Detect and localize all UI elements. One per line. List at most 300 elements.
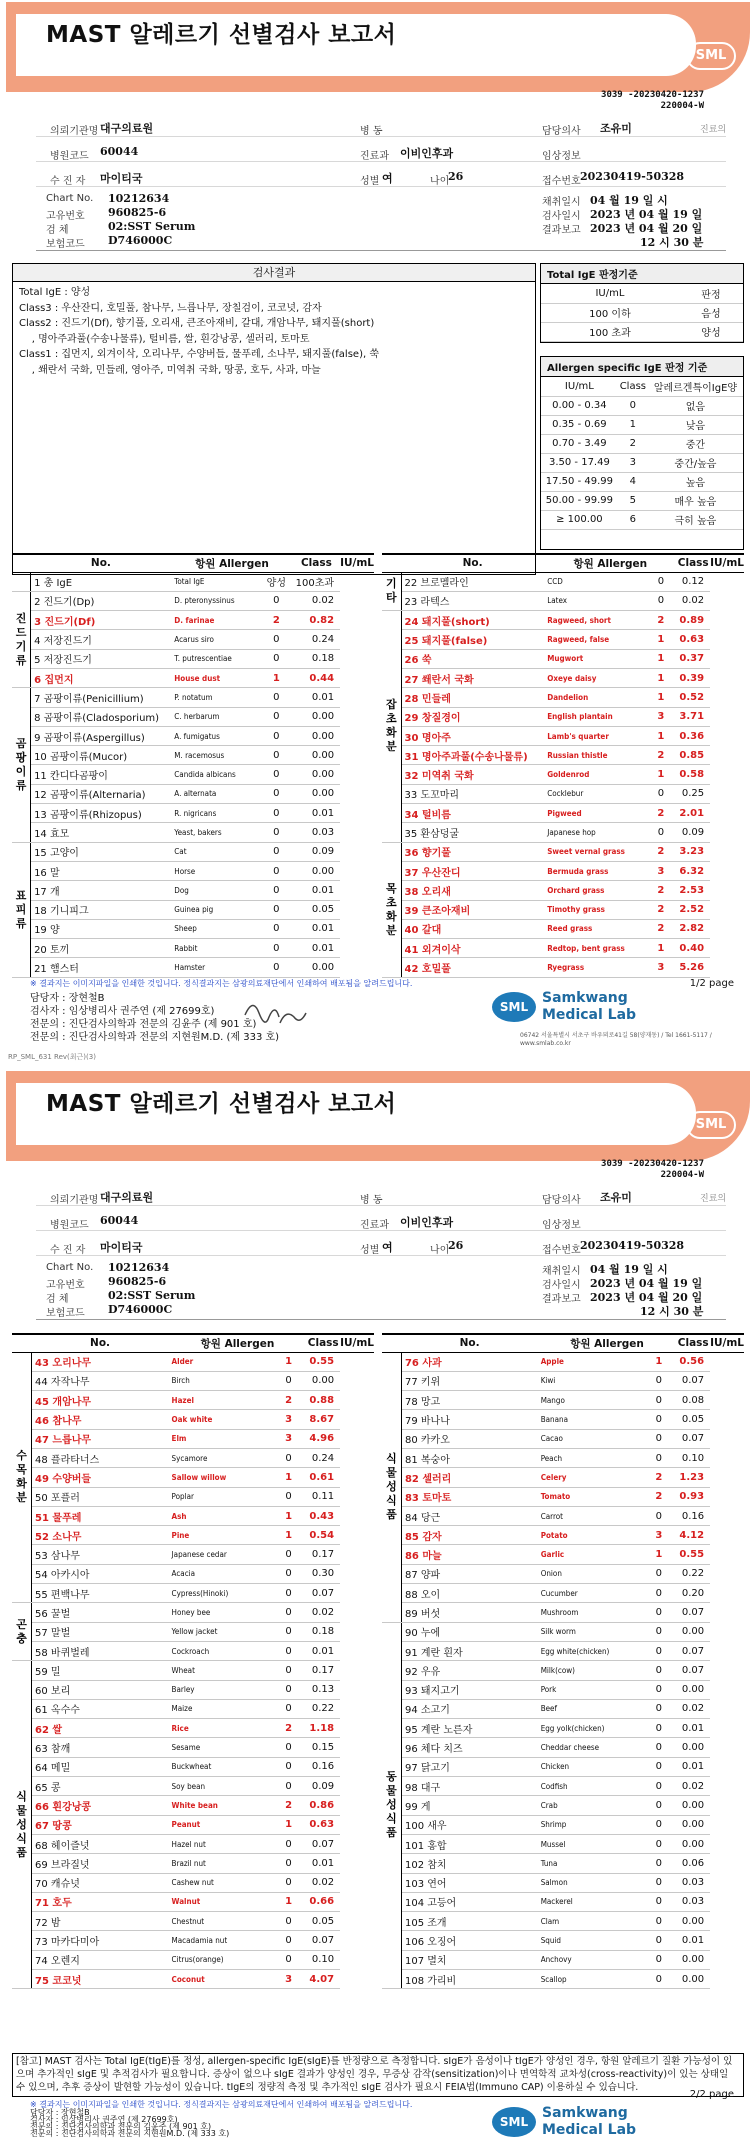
allergen-row [382,939,744,958]
allergen-name: 25 돼지풀(false) [401,630,544,649]
allergen-class: 0 [271,1641,307,1660]
allergen-english: Cypress(Hinoki) [169,1584,271,1603]
allergen-iu: 0.07 [306,1584,340,1603]
allergen-class: 0 [641,1429,676,1448]
allergen-iu: 0.12 [676,572,710,591]
allergen-name: 98 대구 [401,1777,537,1796]
category-label: 동 물 성 식 품 [382,1622,401,1989]
allergen-row [12,900,374,919]
allergen-iu: 0.63 [676,630,710,649]
allergen-name: 29 창질경이 [401,707,544,726]
allergen-row [382,958,744,977]
info-label: 병원코드 [50,1220,89,1231]
allergen-english: Salmon [538,1873,642,1892]
allergen-row [12,1796,374,1815]
allergen-row [382,1815,744,1834]
specific-ige-cell: 17.50 - 49.99 [541,472,618,491]
allergen-english: Mugwort [544,649,645,668]
allergen-english: Cashew nut [169,1873,271,1892]
allergen-iu: 0.01 [676,1719,710,1738]
allergen-name: 102 참치 [401,1854,537,1873]
allergen-name: 99 게 [401,1796,537,1815]
info-label: 검사일시 [542,211,581,222]
allergen-class: 0 [271,1487,307,1506]
allergen-name: 101 홍합 [401,1834,537,1853]
allergen-name: 32 미역취 국화 [401,765,544,784]
allergen-iu: 0.85 [676,746,710,765]
results-header: 검사결과 [13,264,535,282]
allergen-name: 20 토끼 [31,939,172,958]
allergen-class: 0 [641,1680,676,1699]
allergen-english: Mussel [538,1834,642,1853]
allergen-english: Elm [169,1429,271,1448]
specific-ige-cell: 2 [618,434,648,453]
allergen-row [382,1950,744,1969]
allergen-row [12,1526,374,1545]
allergen-iu: 2.82 [676,919,710,938]
allergen-class: 0 [641,1950,676,1969]
allergen-iu: 0.01 [293,804,340,823]
allergen-row [382,1854,744,1873]
report-header-band [6,2,750,92]
allergen-row [382,1584,744,1603]
allergen-class: 0 [641,1371,676,1390]
allergen-row [382,707,744,726]
allergen-name: 2 진드기(Dp) [31,591,172,610]
allergen-class: 0 [271,1931,307,1950]
allergen-name: 55 편백나무 [32,1584,169,1603]
allergen-iu: 0.03 [676,1873,710,1892]
info-label: 임상정보 [542,1220,581,1231]
allergen-iu: 0.86 [306,1796,340,1815]
allergen-row [12,591,374,610]
doctor-note: 진료의 [700,1194,727,1204]
allergen-iu: 0.03 [293,823,340,842]
allergen-row [12,1912,374,1931]
specific-ige-cell: 높음 [648,472,743,491]
allergen-class: 1 [271,1892,307,1911]
info-label: 담당의사 [542,1195,581,1206]
info-value: 2023 년 04 월 20 일 [590,1291,703,1304]
allergen-class: 0 [271,1699,307,1718]
allergen-iu: 0.43 [306,1506,340,1525]
allergen-english: Hazel nut [169,1834,271,1853]
allergen-class: 0 [645,823,676,842]
allergen-iu: 0.01 [293,919,340,938]
page-number: 2/2 page [689,2089,734,2100]
allergen-english: M. racemosus [171,746,260,765]
allergen-row [12,1931,374,1950]
allergen-row [12,668,374,687]
allergen-english: Milk(cow) [538,1661,642,1680]
info-label: 수 진 자 [50,176,86,187]
allergen-class: 0 [260,919,293,938]
allergen-english: Cocklebur [544,784,645,803]
info-label: 보험코드 [46,1308,85,1319]
specific-ige-row [541,453,743,472]
allergen-name: 37 우산잔디 [401,861,544,880]
specific-ige-cell: 0 [618,396,648,415]
allergen-class: 0 [260,591,293,610]
category-label: 식 물 성 식 품 [12,1661,32,1989]
allergen-class: 0 [271,1661,307,1680]
allergen-row [12,1545,374,1564]
allergen-iu: 0.24 [293,630,340,649]
allergen-class: 3 [271,1410,307,1429]
allergen-english: Yeast, bakers [171,823,260,842]
allergen-english: Mushroom [538,1603,642,1622]
allergen-name: 23 라텍스 [401,591,544,610]
allergen-english: Apple [538,1352,642,1371]
allergen-name: 52 소나무 [32,1526,169,1545]
allergen-class: 0 [260,726,293,745]
category-label: 표 피 류 [12,842,31,977]
allergen-iu: 0.07 [676,1429,710,1448]
allergen-name: 43 오리나무 [32,1352,169,1371]
allergen-table-left [12,553,374,978]
info-label: 의뢰기관명 [50,1195,99,1206]
report-code-2: 220004-W [660,1170,704,1180]
allergen-row [12,842,374,861]
allergen-english: Bermuda grass [544,861,645,880]
specific-ige-cell: 4 [618,472,648,491]
allergen-row [12,1738,374,1757]
lab-logo-circle: SML [492,2107,536,2137]
allergen-class: 0 [260,842,293,861]
allergen-name: 70 캐슈넛 [32,1873,169,1892]
allergen-row [382,1777,744,1796]
table-header: No. [32,1334,169,1352]
allergen-name: 5 저장진드기 [31,649,172,668]
allergen-class: 양성 [260,572,293,591]
allergen-name: 107 멸치 [401,1950,537,1969]
allergen-name: 74 오렌지 [32,1950,169,1969]
allergen-iu: 4.12 [676,1526,710,1545]
allergen-class: 0 [641,1448,676,1467]
allergen-row [12,804,374,823]
allergen-row [12,1892,374,1911]
allergen-name: 108 가리비 [401,1970,537,1989]
report-page-2 [0,1069,756,2138]
specific-ige-cell: 중간/높음 [648,453,743,472]
form-revision: RP_SML_631 Rev(최근)(3) [8,1053,96,1061]
allergen-english: Walnut [169,1892,271,1911]
info-value: 10212634 [108,192,170,205]
allergen-class: 0 [641,1641,676,1660]
allergen-name: 47 느릅나무 [32,1429,169,1448]
allergen-name: 19 양 [31,919,172,938]
allergen-class: 3 [645,861,676,880]
specific-ige-title: Allergen specific IgE 판정 기준 [541,357,743,377]
allergen-class: 0 [641,1661,676,1680]
total-ige-cell: 100 이하 [541,303,679,322]
allergen-class: 0 [641,1410,676,1429]
allergen-iu: 0.66 [306,1892,340,1911]
allergen-row [12,939,374,958]
table-header: Class [676,1334,710,1352]
info-label: 수 진 자 [50,1245,86,1256]
allergen-english: Pork [538,1680,642,1699]
allergen-english: Cockroach [169,1641,271,1660]
allergen-row [382,688,744,707]
allergen-class: 0 [260,861,293,880]
allergen-row [12,1371,374,1390]
allergen-english: Total IgE [171,572,260,591]
allergen-iu: 0.00 [676,1738,710,1757]
allergen-class: 0 [260,804,293,823]
allergen-class: 0 [645,572,676,591]
allergen-class: 0 [271,1757,307,1776]
allergen-english: Celery [538,1468,642,1487]
allergen-english: White bean [169,1796,271,1815]
total-ige-cell: 100 초과 [541,322,679,341]
allergen-english: Codfish [538,1777,642,1796]
allergen-row [12,958,374,977]
lab-logo-circle: SML [492,992,536,1022]
allergen-class: 0 [641,1815,676,1834]
info-label: 보험코드 [46,239,85,250]
info-value: 960825-6 [108,1275,167,1288]
allergen-name: 14 효모 [31,823,172,842]
allergen-english: Ragweed, false [544,630,645,649]
table-header: 항원 Allergen [171,554,292,572]
info-value: 60044 [100,1214,139,1227]
allergen-name: 94 소고기 [401,1699,537,1718]
allergen-class: 0 [260,707,293,726]
allergen-iu: 0.93 [676,1487,710,1506]
print-footnote: ※ 결과지는 이미지파일을 인쇄한 것입니다. 정식결과지는 삼광의료재단에서 인쇄하여 배포됨을 알려드립니다. [30,2100,413,2109]
allergen-english: Hamster [171,958,260,977]
allergen-name: 80 카카오 [401,1429,537,1448]
allergen-row [12,726,374,745]
allergen-iu: 0.01 [676,1757,710,1776]
allergen-row [382,881,744,900]
info-label: 의뢰기관명 [50,126,99,137]
sml-logo-badge: SML [686,42,736,70]
table-header: No. [31,554,172,572]
allergen-name: 85 감자 [401,1526,537,1545]
allergen-name: 82 셀러리 [401,1468,537,1487]
allergen-iu: 0.02 [306,1873,340,1892]
allergen-iu: 8.67 [306,1410,340,1429]
allergen-row [12,1603,374,1622]
info-value: 2023 년 04 월 19 일 [590,208,703,221]
allergen-iu: 2.01 [676,804,710,823]
allergen-iu: 0.00 [293,861,340,880]
lab-address: 06742 서울특별시 서초구 바우뫼로41길 58(양재동) / Tel 1661-5117 / www.smlab.co.kr [520,1032,712,1047]
allergen-english: Clam [538,1912,642,1931]
allergen-row [382,1545,744,1564]
allergen-class: 2 [271,1796,307,1815]
allergen-name: 67 땅콩 [32,1815,169,1834]
report-header-band [6,1071,750,1161]
allergen-iu: 0.13 [306,1680,340,1699]
allergen-name: 81 복숭아 [401,1448,537,1467]
allergen-iu: 0.00 [676,1912,710,1931]
allergen-english: Wheat [169,1661,271,1680]
allergen-iu: 0.00 [676,1622,710,1641]
allergen-english: Reed grass [544,919,645,938]
specific-ige-cell: 극히 높음 [648,510,743,529]
allergen-iu: 0.09 [676,823,710,842]
info-label: 접수번호 [542,176,581,187]
allergen-iu: 0.00 [676,1970,710,1989]
allergen-english: Silk worm [538,1622,642,1641]
allergen-row [12,1661,374,1680]
allergen-english: Macadamia nut [169,1931,271,1950]
allergen-english: Alder [169,1352,271,1371]
allergen-english: Crab [538,1796,642,1815]
allergen-iu: 0.00 [676,1796,710,1815]
allergen-name: 78 망고 [401,1391,537,1410]
allergen-iu: 1.23 [676,1468,710,1487]
allergen-english: Orchard grass [544,881,645,900]
allergen-row [382,1892,744,1911]
specific-ige-header: 알레르겐특이IgE양 [648,377,743,396]
allergen-class: 0 [641,1564,676,1583]
allergen-class: 0 [271,1622,307,1641]
allergen-name: 15 고양이 [31,842,172,861]
allergen-row [382,726,744,745]
allergen-iu: 0.52 [676,688,710,707]
allergen-english: Pine [169,1526,271,1545]
allergen-name: 61 옥수수 [32,1699,169,1718]
allergen-english: Potato [538,1526,642,1545]
allergen-name: 44 자작나무 [32,1371,169,1390]
info-label: 결과보고 [542,1294,581,1305]
allergen-english: Redtop, bent grass [544,939,645,958]
allergen-row [382,1352,744,1371]
allergen-row [12,1352,374,1371]
allergen-name: 63 참깨 [32,1738,169,1757]
allergen-english: Barley [169,1680,271,1699]
allergen-iu: 0.17 [306,1661,340,1680]
allergen-iu: 0.00 [676,1815,710,1834]
allergen-name: 71 호두 [32,1892,169,1911]
allergen-english: C. herbarum [171,707,260,726]
table-header: 항원 Allergen [169,1334,307,1352]
allergen-iu: 0.09 [306,1777,340,1796]
allergen-english: Lamb's quarter [544,726,645,745]
allergen-class: 1 [645,765,676,784]
allergen-row [382,1603,744,1622]
allergen-row [382,1834,744,1853]
allergen-english: A. alternata [171,784,260,803]
allergen-class: 3 [271,1970,307,1989]
specific-ige-row [541,415,743,434]
category-label: 식 물 성 식 품 [382,1352,401,1622]
info-label: 진료과 [360,151,389,162]
allergen-english: Peach [538,1448,642,1467]
info-label: 병원코드 [50,151,89,162]
allergen-iu: 0.01 [676,1931,710,1950]
allergen-name: 72 밤 [32,1912,169,1931]
allergen-name: 88 오이 [401,1584,537,1603]
allergen-row [12,1777,374,1796]
allergen-iu: 0.07 [676,1661,710,1680]
total-ige-cell: 양성 [679,322,743,341]
allergen-iu: 0.20 [676,1584,710,1603]
category-label [12,572,31,591]
allergen-name: 91 계란 흰자 [401,1641,537,1660]
allergen-iu: 0.16 [306,1757,340,1776]
allergen-name: 21 햄스터 [31,958,172,977]
allergen-english: Egg white(chicken) [538,1641,642,1660]
allergen-class: 0 [641,1854,676,1873]
allergen-name: 9 곰팡이류(Aspergillus) [31,726,172,745]
allergen-iu: 0.10 [676,1448,710,1467]
report-title: MAST 알레르기 선별검사 보고서 [46,1091,397,1117]
allergen-iu: 0.37 [676,649,710,668]
allergen-class: 0 [260,784,293,803]
allergen-class: 0 [641,1506,676,1525]
allergen-class: 2 [641,1468,676,1487]
allergen-row [382,746,744,765]
allergen-english: Russian thistle [544,746,645,765]
allergen-iu: 0.10 [306,1950,340,1969]
allergen-iu: 0.61 [306,1468,340,1487]
allergen-name: 34 털비름 [401,804,544,823]
allergen-row [12,572,374,591]
allergen-table-left [12,1333,374,1989]
reference-note: [참고] MAST 검사는 Total IgE(tIgE)를 정성, allergen-specific IgE(sIgE)를 반정량으로 측정합니다. sIgE가 음성이나 tIgE가 양성인 경우, 항원 알레르기 질환 가능성이 있으며 추가적인 sIgE 및 추적검사가 필요합니다. 증상이 없으나 sIgE 결과가 양성인 경우, 무증상 감작(sensitization)이나 면역학적 교차성(cross-reactivity)이 있는 상태일 수 있으며, 추후 증상이 발현할 가능성이 있습니다. tIgE의 정량적 측정 및 추가적인 sIgE 검사가 필요시 FEIA법(Immuno CAP) 이용하실 수 있습니다. [12,2053,744,2097]
allergen-english: Mackerel [538,1892,642,1911]
allergen-name: 16 말 [31,861,172,880]
allergen-class: 0 [641,1622,676,1641]
allergen-row [382,1970,744,1989]
allergen-class: 1 [645,939,676,958]
allergen-english: Timothy grass [544,900,645,919]
allergen-row [382,1680,744,1699]
allergen-iu: 0.05 [676,1410,710,1429]
allergen-name: 76 사과 [401,1352,537,1371]
allergen-iu: 0.25 [676,784,710,803]
category-label: 진 드 기 류 [12,591,31,687]
info-label: 임상정보 [542,151,581,162]
allergen-class: 0 [645,591,676,610]
signer-line: 전문의 : 진단검사의학과 전문의 지현원M.D. (제 333 호) [30,1032,280,1043]
table-header: 항원 Allergen [544,554,676,572]
allergen-english: Sweet vernal grass [544,842,645,861]
info-value: 마이티국 [100,172,143,185]
specific-ige-cell: 0.00 - 0.34 [541,396,618,415]
allergen-class: 2 [645,900,676,919]
specific-ige-row [541,434,743,453]
allergen-iu: 0.18 [306,1622,340,1641]
allergen-row [382,1757,744,1776]
allergen-row [382,1487,744,1506]
lab-name-1: Samkwang [542,2105,628,2121]
specific-ige-criteria [540,356,744,550]
allergen-iu: 0.05 [306,1912,340,1931]
allergen-class: 0 [641,1970,676,1989]
specific-ige-cell: 5 [618,491,648,510]
allergen-iu: 0.55 [306,1352,340,1371]
samkwang-logo [492,2105,712,2138]
allergen-english: CCD [544,572,645,591]
allergen-name: 46 참나무 [32,1410,169,1429]
allergen-class: 0 [260,746,293,765]
allergen-row [12,1699,374,1718]
allergen-english: Acarus siro [171,630,260,649]
allergen-iu: 0.07 [306,1931,340,1950]
allergen-row [382,804,744,823]
allergen-class: 1 [271,1815,307,1834]
allergen-class: 1 [271,1526,307,1545]
signer-line: 전문의 : 진단검사의학과 전문의 김윤주 (제 901 호) [30,1019,257,1030]
info-label: 고유번호 [46,1280,85,1291]
results-box [12,263,536,575]
